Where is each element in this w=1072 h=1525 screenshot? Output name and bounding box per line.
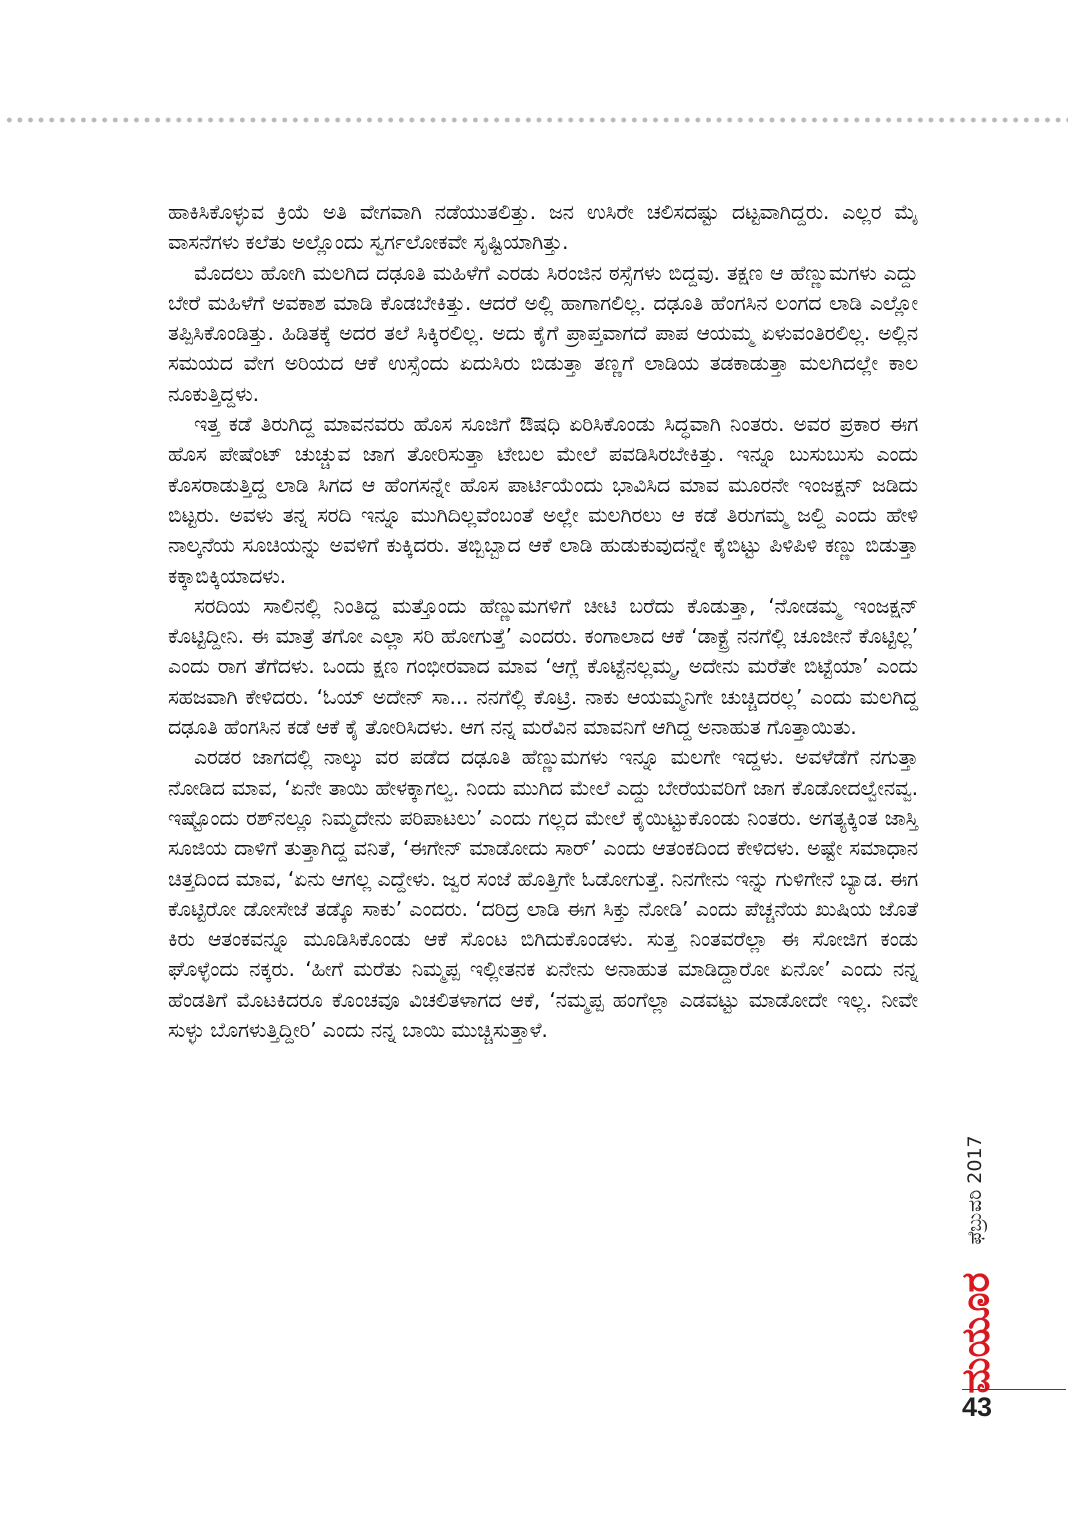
magazine-logo	[950, 1272, 1002, 1394]
article-paragraph: ಮೊದಲು ಹೋಗಿ ಮಲಗಿದ ದಢೂತಿ ಮಹಿಳೆಗೆ ಎರಡು ಸಿರಂಜಿನ ಠಸ್ಸೆಗಳು ಬಿದ್ದವು. ತಕ್ಷಣ ಆ ಹೆಣ್ಣುಮಗಳು ಎದ್ದು ಬೇರೆ ಮಹಿಳೆಗೆ ಅವಕಾಶ ಮಾಡಿ ಕೊಡಬೇಕಿತ್ತು. ಆದರೆ ಅಲ್ಲಿ ಹಾಗಾಗಲಿಲ್ಲ. ದಢೂತಿ ಹೆಂಗಸಿನ ಲಂಗದ ಲಾಡಿ ಎಲ್ಲೋ ತಪ್ಪಿಸಿಕೊಂಡಿತ್ತು. ಹಿಡಿತಕ್ಕೆ ಅದರ ತಲೆ ಸಿಕ್ಕಿರಲಿಲ್ಲ. ಅದು ಕೈಗೆ ಪ್ರಾಪ್ತವಾಗದೆ ಪಾಪ ಆಯಮ್ಮ ಏಳುವಂತಿರಲಿಲ್ಲ. ಅಲ್ಲಿನ ಸಮಯದ ವೇಗ ಅರಿಯದ ಆಕೆ ಉಸ್ಸೆಂದು ಏದುಸಿರು ಬಿಡುತ್ತಾ ತಣ್ಣಗೆ ಲಾಡಿಯ ತಡಕಾಡುತ್ತಾ ಮಲಗಿದಲ್ಲೇ ಕಾಲ ನೂಕುತ್ತಿದ್ದಳು.	[168, 260, 918, 406]
article-paragraph: ಸರದಿಯ ಸಾಲಿನಲ್ಲಿ ನಿಂತಿದ್ದ ಮತ್ತೊಂದು ಹೆಣ್ಣುಮಗಳಿಗೆ ಚೀಟಿ ಬರೆದು ಕೊಡುತ್ತಾ, ‘ನೋಡಮ್ಮ ಇಂಜಕ್ಷನ್ ಕೊಟ್ಟಿದ್ದೀನಿ. ಈ ಮಾತ್ರೆ ತಗೋ ಎಲ್ಲಾ ಸರಿ ಹೋಗುತ್ತೆ’ ಎಂದರು. ಕಂಗಾಲಾದ ಆಕೆ ‘ಡಾಕ್ಟ್ರೆ ನನಗೆಲ್ಲಿ ಚೂಜೀನೆ ಕೊಟ್ಟಿಲ್ಲ’ ಎಂದು ರಾಗ ತೆಗೆದಳು. ಒಂದು ಕ್ಷಣ ಗಂಭೀರವಾದ ಮಾವ ‘ಆಗ್ಲೆ ಕೊಟ್ಟೆನಲ್ಲಮ್ಮ, ಅದೇನು ಮರೆತೇ ಬಿಟ್ಟೆಯಾ’ ಎಂದು ಸಹಜವಾಗಿ ಕೇಳಿದರು. ‘ಓಯ್ ಅದೇನ್ ಸಾ... ನನಗೆಲ್ಲಿ ಕೊಟ್ರಿ. ನಾಕು ಆಯಮ್ಮನಿಗೇ ಚುಚ್ಚಿದರಲ್ಲ’ ಎಂದು ಮಲಗಿದ್ದ ದಢೂತಿ ಹೆಂಗಸಿನ ಕಡೆ ಆಕೆ ಕೈ ತೋರಿಸಿದಳು. ಆಗ ನನ್ನ ಮರೆವಿನ ಮಾವನಿಗೆ ಆಗಿದ್ದ ಅನಾಹುತ ಗೊತ್ತಾಯಿತು.	[168, 593, 918, 740]
magazine-logo-text: ಮಯೂರ	[953, 1272, 998, 1394]
article-paragraph: ಎರಡರ ಜಾಗದಲ್ಲಿ ನಾಲ್ಕು ವರ ಪಡೆದ ದಢೂತಿ ಹೆಣ್ಣುಮಗಳು ಇನ್ನೂ ಮಲಗೇ ಇದ್ದಳು. ಅವಳೆಡೆಗೆ ನಗುತ್ತಾ ನೋಡಿದ ಮಾವ, ‘ಏನೇ ತಾಯಿ ಹೇಳಕ್ಕಾಗಲ್ವ. ನಿಂದು ಮುಗಿದ ಮೇಲೆ ಎದ್ದು ಬೇರೆಯವರಿಗೆ ಜಾಗ ಕೊಡೋದಲ್ವೇನವ್ವ. ಇಷ್ಟೊಂದು ರಶ್‌ನಲ್ಲೂ ನಿಮ್ಮದೇನು ಪರಿಪಾಟಲು’ ಎಂದು ಗಲ್ಲದ ಮೇಲೆ ಕೈಯಿಟ್ಟುಕೊಂಡು ನಿಂತರು. ಅಗತ್ಯಕ್ಕಿಂತ ಜಾಸ್ತಿ ಸೂಜಿಯ ದಾಳಿಗೆ ತುತ್ತಾಗಿದ್ದ ವನಿತೆ, ‘ಈಗೇನ್ ಮಾಡೋದು ಸಾರ್’ ಎಂದು ಆತಂಕದಿಂದ ಕೇಳಿದಳು. ಅಷ್ಟೇ ಸಮಾಧಾನ ಚಿತ್ತದಿಂದ ಮಾವ, ‘ಏನು ಆಗಲ್ಲ ಎದ್ದೇಳು. ಜ್ವರ ಸಂಜೆ ಹೊತ್ತಿಗೇ ಓಡೋಗುತ್ತೆ. ನಿನಗೇನು ಇನ್ನು ಗುಳಿಗೇನೆ ಬ್ಯಾಡ. ಈಗ ಕೊಟ್ಟಿರೋ ಡೋಸೇಜೆ ತಡ್ಕೊ ಸಾಕು’ ಎಂದರು. ‘ದರಿದ್ರ ಲಾಡಿ ಈಗ ಸಿಕ್ತು ನೋಡಿ’ ಎಂದು ಪೆಚ್ಚನೆಯ ಖುಷಿಯ ಜೊತೆ ಕಿರು ಆತಂಕವನ್ನೂ ಮೂಡಿಸಿಕೊಂಡು ಆಕೆ ಸೊಂಟ ಬಿಗಿದುಕೊಂಡಳು. ಸುತ್ತ ನಿಂತವರೆಲ್ಲಾ ಈ ಸೋಜಿಗ ಕಂಡು ಘೊಳ್ಳೆಂದು ನಕ್ಕರು. ‘ಹೀಗೆ ಮರೆತು ನಿಮ್ಮಪ್ಪ ಇಲ್ಲೀತನಕ ಏನೇನು ಅನಾಹುತ ಮಾಡಿದ್ದಾರೋ ಏನೋ’ ಎಂದು ನನ್ನ ಹೆಂಡತಿಗೆ ಮೊಟಕಿದರೂ ಕೊಂಚವೂ ವಿಚಲಿತಳಾಗದ ಆಕೆ, ‘ನಮ್ಮಪ್ಪ ಹಂಗೆಲ್ಲಾ ಎಡವಟ್ಟು ಮಾಡೋದೇ ಇಲ್ಲ. ನೀವೇ ಸುಳ್ಳು ಬೊಗಳುತ್ತಿದ್ದೀರಿ’ ಎಂದು ನನ್ನ ಬಾಯಿ ಮುಚ್ಚಿಸುತ್ತಾಳೆ.	[168, 745, 918, 1043]
page-number: 43	[962, 1392, 993, 1422]
article-paragraph: ಹಾಕಿಸಿಕೊಳ್ಳುವ ಕ್ರಿಯೆ ಅತಿ ವೇಗವಾಗಿ ನಡೆಯುತಲಿತ್ತು. ಜನ ಉಸಿರೇ ಚಲಿಸದಷ್ಟು ದಟ್ಟವಾಗಿದ್ದರು. ಎಲ್ಲರ ಮೈ ವಾಸನೆಗಳು ಕಲೆತು ಅಲ್ಲೊಂದು ಸ್ವರ್ಗಲೋಕವೇ ಸೃಷ್ಟಿಯಾಗಿತ್ತು.	[168, 200, 918, 255]
page-number-rule	[962, 1389, 1066, 1390]
article-body	[168, 197, 918, 1045]
issue-date	[955, 1105, 995, 1275]
dotted-top-border	[4, 116, 1068, 124]
issue-date-text: ಫೆಬ್ರುವರಿ 2017	[964, 1135, 986, 1245]
article-paragraph: ಇತ್ತ ಕಡೆ ತಿರುಗಿದ್ದ ಮಾವನವರು ಹೊಸ ಸೂಜಿಗೆ ಔಷಧಿ ಏರಿಸಿಕೊಂಡು ಸಿದ್ಧವಾಗಿ ನಿಂತರು. ಅವರ ಪ್ರಕಾರ ಈಗ ಹೊಸ ಪೇಷೆಂಟ್ ಚುಚ್ಚುವ ಜಾಗ ತೋರಿಸುತ್ತಾ ಟೇಬಲ ಮೇಲೆ ಪವಡಿಸಿರಬೇಕಿತ್ತು. ಇನ್ನೂ ಬುಸುಬುಸು ಎಂದು ಕೊಸರಾಡುತ್ತಿದ್ದ ಲಾಡಿ ಸಿಗದ ಆ ಹೆಂಗಸನ್ನೇ ಹೊಸ ಪಾರ್ಟಿಯೆಂದು ಭಾವಿಸಿದ ಮಾವ ಮೂರನೇ ಇಂಜಕ್ಷನ್ ಜಡಿದು ಬಿಟ್ಟರು. ಅವಳು ತನ್ನ ಸರದಿ ಇನ್ನೂ ಮುಗಿದಿಲ್ಲವೆಂಬಂತೆ ಅಲ್ಲೇ ಮಲಗಿರಲು ಆ ಕಡೆ ತಿರುಗಮ್ಮ ಜಲ್ದಿ ಎಂದು ಹೇಳಿ ನಾಲ್ಕನೆಯ ಸೂಚಿಯನ್ನು ಅವಳಿಗೆ ಕುಕ್ಕಿದರು. ತಬ್ಬಿಬ್ಬಾದ ಆಕೆ ಲಾಡಿ ಹುಡುಕುವುದನ್ನೇ ಕೈಬಿಟ್ಟು ಪಿಳಿಪಿಳಿ ಕಣ್ಣು ಬಿಡುತ್ತಾ ಕಕ್ಕಾಬಿಕ್ಕಿಯಾದಳು.	[168, 412, 918, 588]
